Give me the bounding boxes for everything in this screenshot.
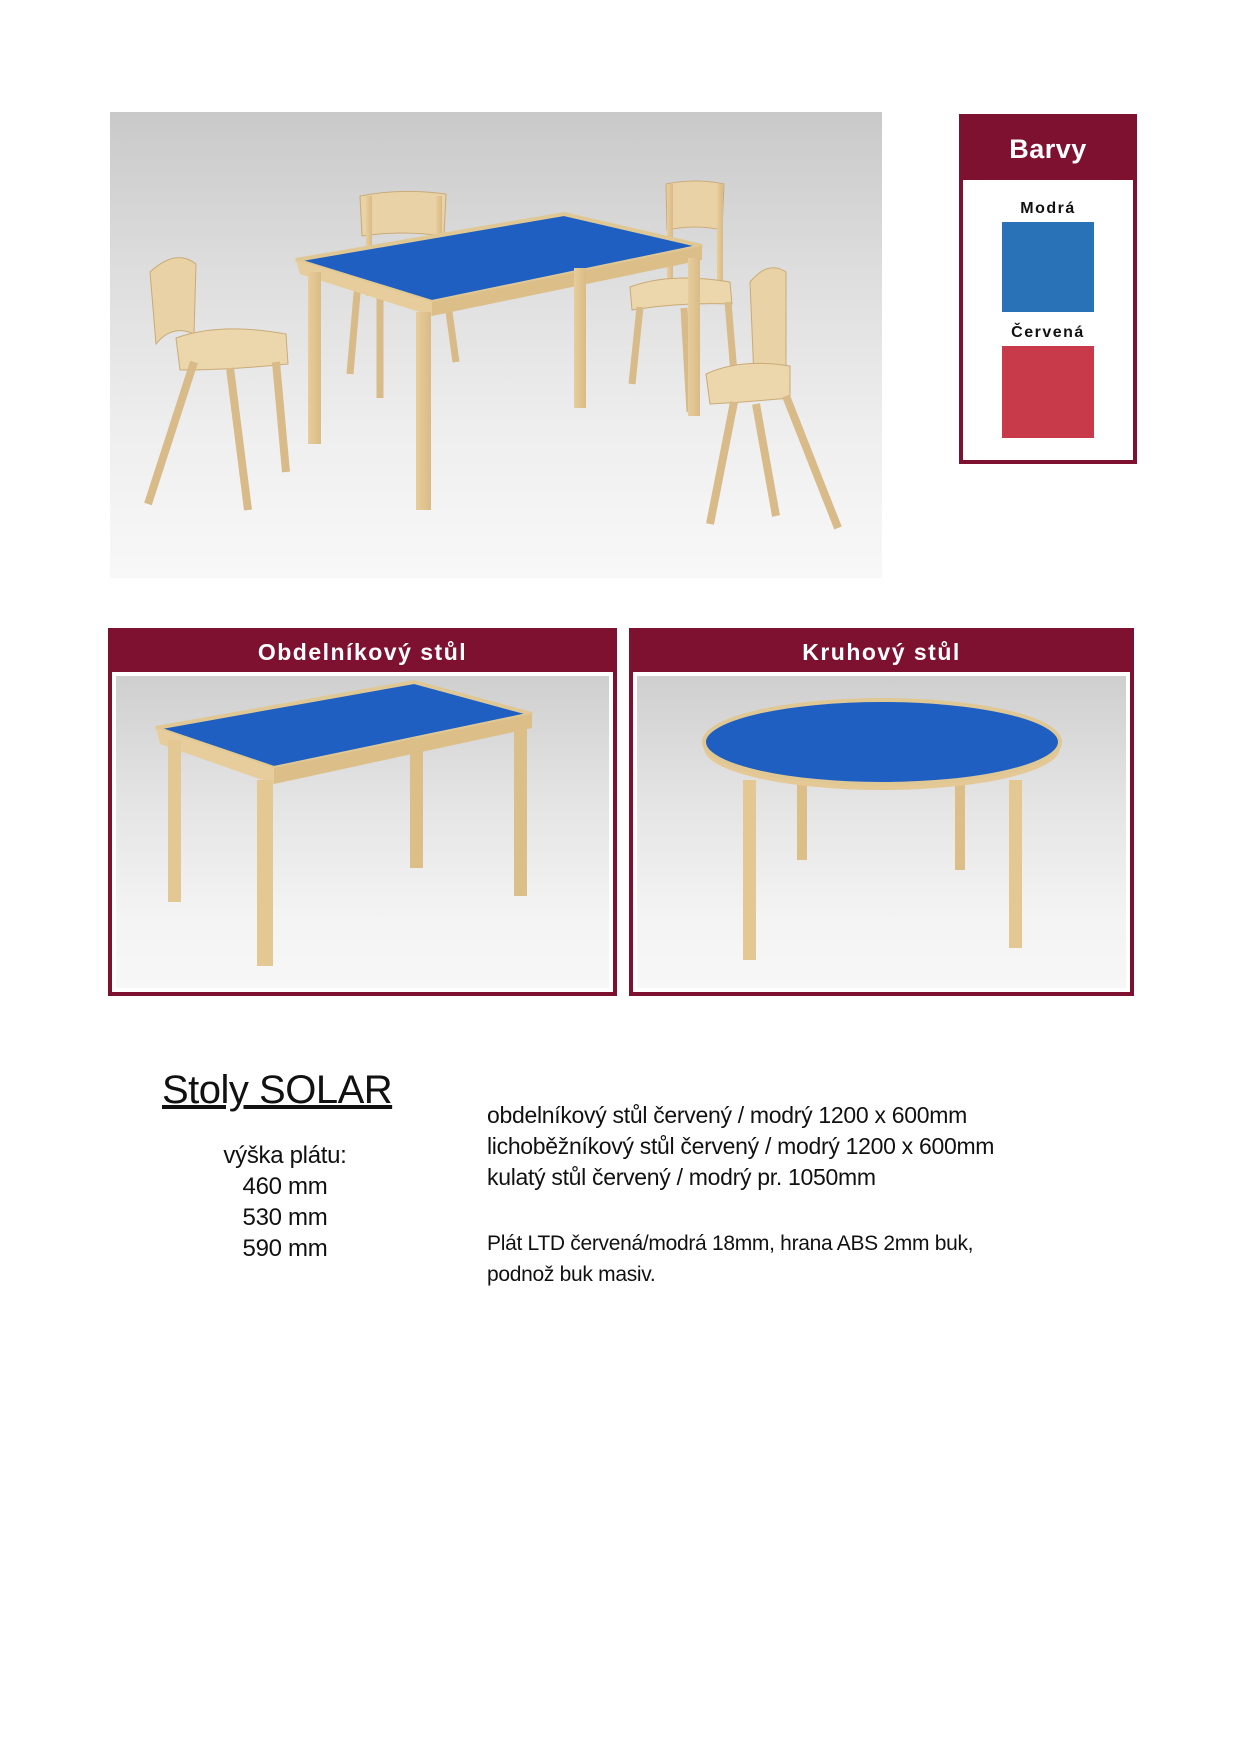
description-line: podnož buk masiv. [487, 1263, 656, 1286]
spec-line: lichoběžníkový stůl červený / modrý 1200 x 600mm [487, 1133, 995, 1159]
colors-panel-title: Barvy [963, 118, 1133, 180]
table [296, 214, 702, 510]
rect-table-illustration [116, 676, 609, 988]
spec-line: obdelníkový stůl červený / modrý 1200 x 600mm [487, 1102, 967, 1128]
round-table-photo [637, 676, 1126, 988]
product-description [487, 1228, 973, 1290]
spec-line: kulatý stůl červený / modrý pr. 1050mm [487, 1164, 876, 1190]
height-value: 530 mm [242, 1204, 328, 1231]
product-title: Stoly SOLAR [162, 1068, 393, 1112]
rect-table-card [108, 628, 617, 996]
height-value: 590 mm [242, 1235, 328, 1262]
swatch-blue [1002, 222, 1094, 312]
round-table-card [629, 628, 1134, 996]
chair-front-left [148, 258, 288, 510]
round-table-illustration [637, 676, 1126, 988]
swatch-red [1002, 346, 1094, 438]
colors-panel [959, 114, 1137, 464]
rect-table-photo [116, 676, 609, 988]
plate-heights [190, 1140, 380, 1264]
round-table-title: Kruhový stůl [633, 632, 1130, 672]
rect-table-title: Obdelníkový stůl [112, 632, 613, 672]
description-line: Plát LTD červená/modrá 18mm, hrana ABS 2mm buk, [487, 1232, 974, 1255]
table-set-illustration [110, 112, 882, 578]
swatch-label-red: Červená [1011, 324, 1085, 341]
hero-photo-table-with-chairs [110, 112, 882, 578]
height-label: výška plátu: [223, 1142, 347, 1169]
product-specs [487, 1100, 994, 1193]
swatch-label-blue: Modrá [1020, 200, 1076, 217]
height-value: 460 mm [242, 1173, 328, 1200]
